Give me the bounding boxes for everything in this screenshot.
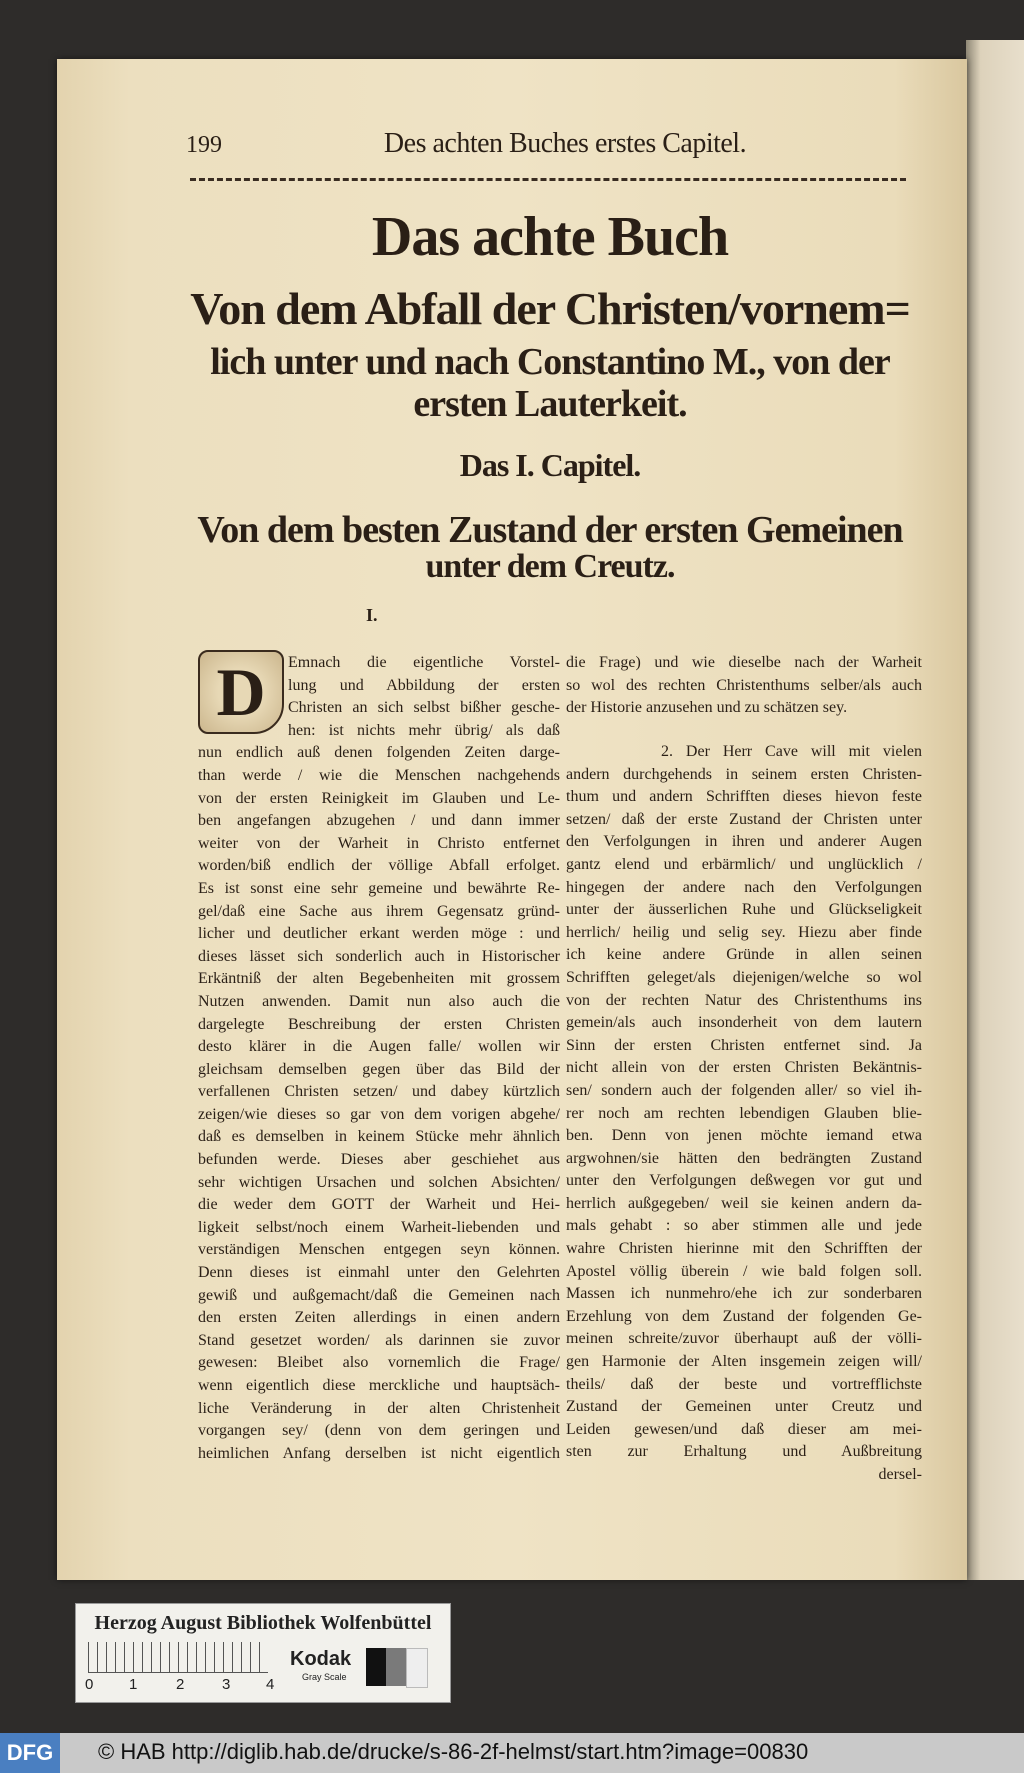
ruler-number: 3 [222, 1676, 231, 1693]
text-line: Leiden gewesen/und daß dieser am mei- [566, 1420, 922, 1438]
text-line: von der ersten Reinigkeit im Glauben und Le- [198, 789, 560, 807]
text-line: unter der äusserlichen Ruhe und Glückseligkeit [566, 901, 922, 919]
text-line: rer noch am rechten lebendigen Glauben blie- [566, 1104, 922, 1122]
dfg-logo: DFG [0, 1733, 60, 1773]
book-title: Das achte Buch [371, 206, 729, 268]
ruler-number: 0 [85, 1676, 94, 1693]
book-subtitle-line: ersten Lauterkeit. [413, 383, 687, 425]
text-line: desto klärer in die Augen falle/ wollen wir [198, 1038, 560, 1056]
text-line: worden/biß endlich der völlige Abfall erfolget. [198, 857, 560, 875]
copyright-link[interactable]: © HAB http://diglib.hab.de/drucke/s-86-2f-helmst/start.htm?image=00830 [98, 1739, 809, 1764]
text-line: Denn dieses ist einmahl unter den Gelehrten [198, 1264, 560, 1282]
text-line: meinen schreite/zuvor überhaupt auß der völli- [566, 1330, 922, 1348]
text-line: setzen/ daß der erste Zustand der Christen unter [566, 810, 922, 828]
text-line: Massen ich nunmehro/ehe ich zur sonderbaren [566, 1285, 922, 1303]
text-line: theils/ daß der beste und vortrefflichste [566, 1375, 922, 1393]
text-line: befunden werde. Dieses aber geschiehet aus [198, 1151, 560, 1169]
text-line: Christen an sich selbst bißher gesche- [288, 699, 560, 717]
gray-swatch-black [366, 1648, 386, 1686]
text-line: daß es demselben in keinem Stücke mehr ähnlich [198, 1128, 560, 1146]
text-line: gemein/als auch insonderheit von dem lautern [566, 1014, 922, 1032]
text-line: Emnach die eigentliche Vorstel- [288, 654, 560, 671]
text-line: Zustand der Gemeinen unter Creutz und [566, 1398, 922, 1416]
text-line: gewiß und außgemacht/daß die Gemeinen nach [198, 1286, 560, 1304]
library-color-chart-label [75, 1603, 451, 1703]
right-text-column [566, 741, 922, 1487]
text-line: verständigen Menschen entgegen seyn können. [198, 1241, 560, 1259]
header-rule [190, 178, 906, 181]
chapter-title-line: unter dem Creutz. [425, 548, 675, 585]
text-line: wahre Christen hierinne mit den Schrifften der [566, 1240, 922, 1258]
text-line: Es ist sonst eine sehr gemeine und bewährte Re- [198, 879, 560, 897]
text-line: unter den Verfolgungen deßwegen vor gut und [566, 1172, 922, 1190]
text-line: gen Harmonie der Alten insgemein zeigen will/ [566, 1353, 922, 1371]
text-line: sten zur Erhaltung und Außbreitung [566, 1443, 922, 1461]
text-line: Schrifften geleget/als diejenigen/welche so wol [566, 968, 922, 986]
gray-swatch-mid [386, 1648, 406, 1686]
text-line: dargelegte Beschreibung der ersten Christen [198, 1015, 560, 1033]
book-subtitle-line: Von dem Abfall der Christen/vornem= [190, 283, 910, 334]
text-line: hen: ist nichts mehr übrig/ als daß [288, 721, 560, 739]
text-line: Stand gesetzet worden/ als darinnen sie zuvor [198, 1331, 560, 1349]
text-line: verfallenen Christen setzen/ und dabey kürtzlich [198, 1083, 560, 1101]
page-number: 199 [186, 132, 222, 158]
ruler-number: 2 [176, 1676, 185, 1693]
text-line: die Frage) und wie dieselbe nach der Warheit [566, 654, 922, 671]
footer-bar [0, 1733, 1024, 1773]
text-line: Erzehlung von dem Zustand der folgenden Ge- [566, 1307, 922, 1325]
text-line: dersel- [878, 1466, 922, 1483]
ruler-scale [88, 1642, 268, 1673]
text-line: than werde / wie die Menschen nachgehends [198, 766, 560, 784]
running-head: Des achten Buches erstes Capitel. [383, 128, 747, 159]
text-line: heimlichen Anfang derselben ist nicht eigentlich [198, 1444, 560, 1462]
text-line: ben angefangen abzugehen / und dann immer [198, 812, 560, 830]
text-line: gantz elend und erbärmlich/ und unglücklich / [566, 855, 922, 873]
text-line: ben. Denn von jenen möchte iemand etwa [566, 1127, 922, 1145]
text-line: lung und Abbildung der ersten [288, 676, 560, 694]
text-line: ligkeit selbst/noch einem Warheit-liebenden und [198, 1218, 560, 1236]
left-text-column [198, 652, 560, 1465]
text-line: nun endlich auß denen folgenden Zeiten darge- [198, 744, 560, 762]
text-line: zeigen/wie dieses so gar von dem vorigen abgehe/ [198, 1105, 560, 1123]
text-line: andern durchgehends in seinem ersten Christen- [566, 765, 922, 783]
gray-scale-caption: Gray Scale [302, 1672, 347, 1682]
next-page-edge [966, 40, 1024, 1580]
text-line: herrlich/ heilig und selig sey. Hiezu aber finde [566, 923, 922, 941]
library-name: Herzog August Bibliothek Wolfenbüttel [94, 1612, 432, 1634]
text-line: gel/daß eine Sache aus ihrem Gegensatz gründ- [198, 902, 560, 920]
text-line: Sinn der ersten Christen entfernet sind. Ja [566, 1036, 922, 1054]
text-line: nicht allein von der ersten Christen Bekäntnis- [566, 1059, 922, 1077]
text-line: von der rechten Natur des Christenthums ins [566, 991, 922, 1009]
text-line: gewesen: Bleibet also vornemlich die Frage/ [198, 1354, 560, 1372]
ruler-number: 4 [266, 1676, 275, 1693]
text-line: weiter von der Warheit in Christo entfernet [198, 834, 560, 852]
text-line: dieses lässet sich sonderlich auch in Historischer [198, 947, 560, 965]
gray-swatch-white [406, 1648, 428, 1688]
book-subtitle-line: lich unter und nach Constantino M., von der [210, 341, 890, 383]
text-line: vorgangen sey/ (denn von dem geringen und [198, 1422, 560, 1440]
kodak-brand: Kodak [290, 1648, 352, 1670]
text-line: die weder dem GOTT der Warheit und Hei- [198, 1196, 560, 1214]
text-line: den ersten Zeiten allerdings in einen andern [198, 1309, 560, 1327]
text-line: mals gehabt : so aber stimmen alle und jede [566, 1217, 922, 1235]
ruler-number: 1 [129, 1676, 138, 1693]
right-text-column-top [566, 652, 922, 720]
text-line: der Historie anzusehen und zu schätzen sey. [566, 699, 848, 717]
text-line: herrlich außgegeben/ weil sie keinen andern da- [566, 1194, 922, 1212]
text-line: 2. Der Herr Cave will mit vielen [661, 743, 922, 760]
chapter-heading: Das I. Capitel. [459, 447, 641, 483]
text-line: sehr wichtigen Ursachen und solchen Absichten/ [198, 1173, 560, 1191]
text-line: thum und andern Schrifften dieses hievon feste [566, 788, 922, 806]
text-line: so wol des rechten Christenthums selber/als auch [566, 676, 922, 694]
text-line: hingegen der andere nach den Verfolgungen [566, 878, 922, 896]
text-line: wenn eigentlich diese merckliche und hauptsäch- [198, 1377, 560, 1394]
text-line: liche Veränderung in der alten Christenheit [198, 1399, 560, 1417]
section-number: I. [366, 605, 378, 625]
text-line: argwohnen/sie hätten den bedrängten Zustand [566, 1149, 922, 1167]
drop-cap-initial: D [198, 650, 284, 734]
text-line: licher und deutlicher erkant werden möge : und [198, 925, 560, 943]
text-line: Nutzen anwenden. Damit nun also auch die [198, 992, 560, 1010]
text-line: den Verfolgungen in ihren und anderer Augen [566, 833, 922, 851]
chapter-title-line: Von dem besten Zustand der ersten Gemeinen [197, 509, 903, 551]
text-line: gleichsam demselben gegen über das Bild der [198, 1060, 560, 1078]
text-line: Erkäntniß der alten Begebenheiten mit grossem [198, 970, 560, 988]
text-line: ich keine andere Gründe in allen seinen [566, 946, 922, 964]
text-line: Apostel völlig überein / wie bald folgen soll. [566, 1262, 922, 1280]
text-line: sen/ sondern auch der folgenden aller/ so viel ih- [566, 1081, 922, 1099]
